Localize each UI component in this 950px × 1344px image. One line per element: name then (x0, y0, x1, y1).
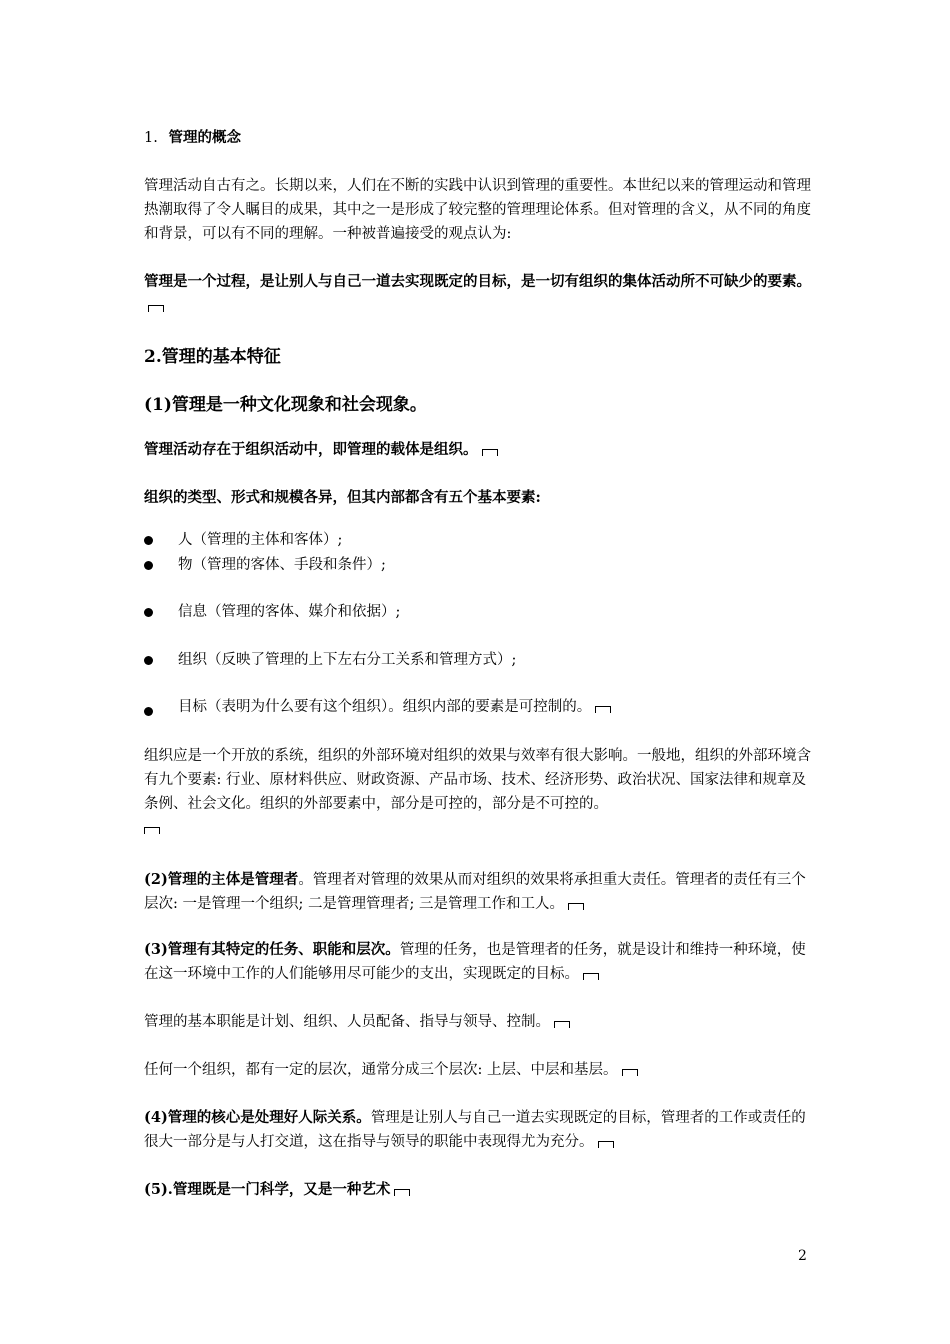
elements-intro: 组织的类型、形式和规模各异，但其内部都含有五个基本要素: (144, 489, 541, 506)
feature-2-paragraph: (2)管理的主体是管理者。管理者对管理的效果从而对组织的效果将承担重大责任。管理者的责任有三个层次: 一是管理一个组织; 二是管理管理者; 三是管理工作和工人。 (144, 871, 806, 912)
document-page: 1. 管理的概念 管理活动自古有之。长期以来，人们在不断的实践中认识到管理的重要性。本世纪以来的管理运动和管理热潮取得了令人瞩目的成果，其中之一是形成了较完整的管理理论体系。但对管理的含义，从不同的角度和背景，可以有不同的理解。一种被普遍接受的观点认为: 管理是一个过程，是让别人与自己一道去实现既定的目标，是一切有组织的集体活动所不可缺少的要素。 2.管理的基本特征 (1)管理是一种文化现象和社会现象。 管理活动存在于组织活动中，即管理的载体是组织。 组织的类型、形式和规模各异，但其内部都含有五个基本要素: 人（管理的主体和客体）; 物（管理的客体、手段和条件）; 信息（管理的客体、媒介和依据）; 组织（反映了管理的上下左右分工关系和管理方式）; 目标（表明为什么要有这个组织）。组织内部的要素是可控制的。 组织应是一个开放的系统，组织的外部环境对组织的效果与效率有很大影响。一般地，组织的外部环境含有九个要素: 行业、原材料供应、财政资源、产品市场、技术、经济形势、政治状况、国家法律和规章及条例、社会文化。组织的外部要素中，部分是可控的，部分是不可控的。 (2)管理的主体是管理者。管理者对管理的效果从而对组织的效果将承担重大责任。管理者的责任有三个层次: 一是管理一个组织; 二是管理管理者; 三是管理工作和工人。 (3)管理有其特定的任务、职能和层次。管理的任务，也是管理者的任务，就是设计和维持一种环境，使在这一环境中工作的人们能够用尽可能少的支出，实现既定的目标。 管理的基本职能是计划、组织、人员配备、指导与领导、控制。 任何一个组织，都有一定的层次，通常分成三个层次: 上层、中层和基层。 (4)管理的核心是处理好人际关系。管理是让别人与自己一道去实现既定的目标，管理者的工作或责任的很大一部分是与人打交道，这在指导与领导的职能中表现得尤为充分。 (5).管理既是一门科学，又是一种艺术 2 (0, 0, 950, 1344)
paragraph-mark-icon (583, 973, 599, 980)
bullet-icon (144, 707, 153, 716)
management-definition: 管理是一个过程，是让别人与自己一道去实现既定的目标，是一切有组织的集体活动所不可缺少的要素。 (144, 270, 814, 318)
concept-paragraph: 管理活动自古有之。长期以来，人们在不断的实践中认识到管理的重要性。本世纪以来的管理运动和管理热潮取得了令人瞩目的成果，其中之一是形成了较完整的管理理论体系。但对管理的含义，从不同的角度和背景，可以有不同的理解。一种被普遍接受的观点认为: (144, 178, 811, 242)
paragraph-mark-icon (144, 827, 160, 834)
paragraph-mark-icon (554, 1021, 570, 1028)
paragraph-mark-icon (595, 706, 611, 713)
paragraph-mark-icon (394, 1189, 410, 1196)
heading-text: 管理的概念 (168, 129, 241, 146)
external-environment-paragraph: 组织应是一个开放的系统，组织的外部环境对组织的效果与效率有很大影响。一般地，组织的外部环境含有九个要素: 行业、原材料供应、财政资源、产品市场、技术、经济形势、政治状况、国家法律和规章及条例、社会文化。组织的外部要素中，部分是可控的，部分是不可控的。 (144, 744, 814, 840)
paragraph-mark-icon (598, 1141, 614, 1148)
carrier-statement: 管理活动存在于组织活动中，即管理的载体是组织。 (144, 438, 814, 462)
bullet-icon (144, 656, 153, 665)
page-number: 2 (798, 1248, 807, 1264)
organization-levels: 任何一个组织，都有一定的层次，通常分成三个层次: 上层、中层和基层。 (144, 1058, 814, 1082)
paragraph-mark-icon (622, 1069, 638, 1076)
feature-4-paragraph: (4)管理的核心是处理好人际关系。管理是让别人与自己一道去实现既定的目标，管理者的工作或责任的很大一部分是与人打交道，这在指导与领导的职能中表现得尤为充分。 (144, 1109, 806, 1150)
section-1-heading (144, 126, 814, 150)
bullet-icon (144, 561, 153, 570)
paragraph-mark-icon (482, 449, 498, 456)
basic-functions: 管理的基本职能是计划、组织、人员配备、指导与领导、控制。 (144, 1010, 814, 1034)
feature-1-heading: (1)管理是一种文化现象和社会现象。 (144, 395, 427, 415)
bullet-icon (144, 608, 153, 617)
feature-3-paragraph: (3)管理有其特定的任务、职能和层次。管理的任务，也是管理者的任务，就是设计和维持一种环境，使在这一环境中工作的人们能够用尽可能少的支出，实现既定的目标。 (144, 941, 806, 982)
section-2-heading: 2.管理的基本特征 (144, 347, 281, 367)
heading-number: 1. (144, 130, 158, 146)
bullet-icon (144, 536, 153, 545)
paragraph-mark-icon (148, 305, 164, 312)
feature-5-heading: (5).管理既是一门科学，又是一种艺术 (144, 1178, 814, 1202)
paragraph-mark-icon (568, 903, 584, 910)
